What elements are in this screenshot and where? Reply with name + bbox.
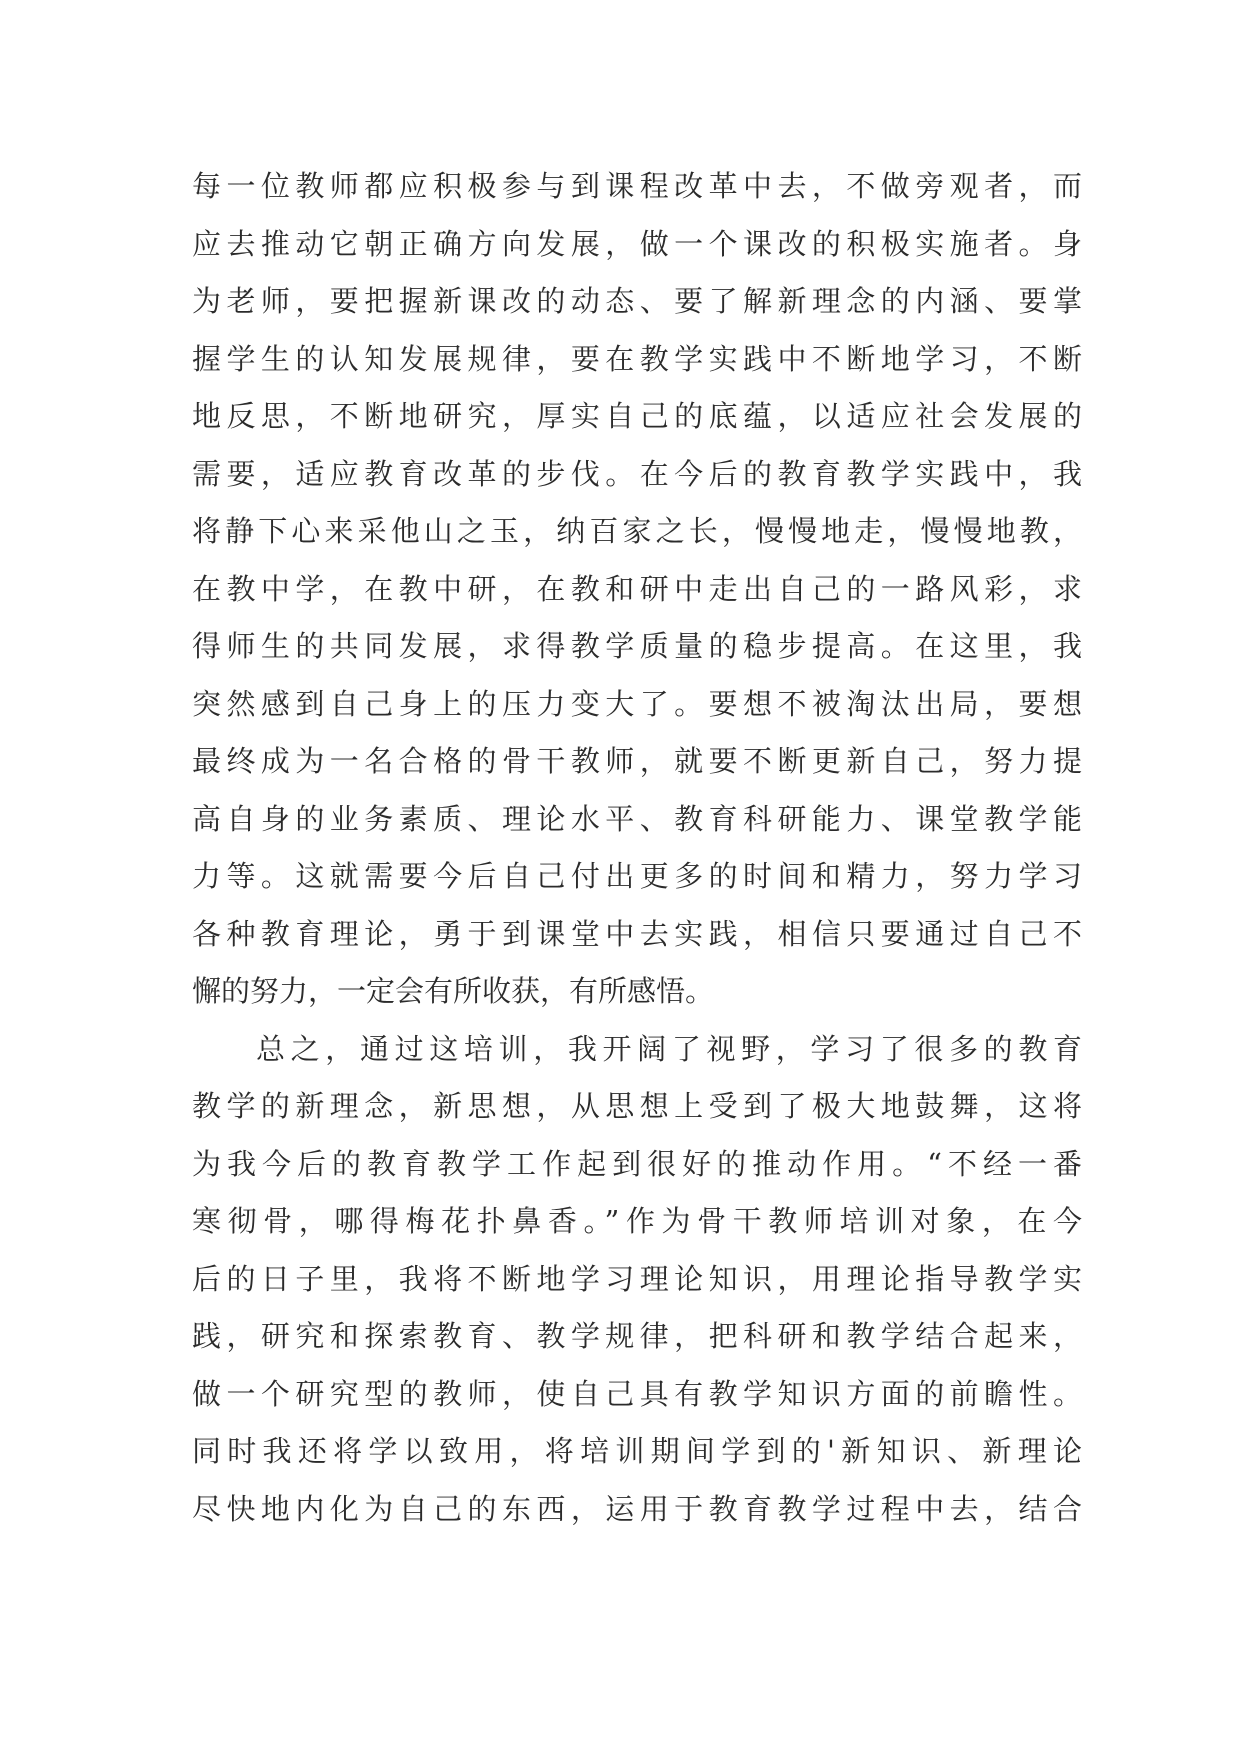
text-line: 在教中学，在教中研，在教和研中走出自己的一路风彩，求: [192, 571, 1082, 606]
paragraph-2: [192, 1021, 1082, 1539]
text-line: 得师生的共同发展，求得教学质量的稳步提高。在这里，我: [192, 629, 1082, 663]
text-line: 后的日子里，我将不断地学习理论知识，用理论指导教学实: [192, 1261, 1082, 1296]
text-line: 应去推动它朝正确方向发展，做一个课改的积极实施者。身: [192, 226, 1082, 261]
text-line: 高自身的业务素质、理论水平、教育科研能力、课堂教学能: [192, 801, 1082, 836]
text-line: 握学生的认知发展规律，要在教学实践中不断地学习，不断: [192, 341, 1082, 376]
text-line: 为我今后的教育教学工作起到很好的推动作用。“不经一番: [192, 1146, 1082, 1181]
text-line: 践，研究和探索教育、教学规律，把科研和教学结合起来，: [192, 1319, 1082, 1353]
text-line: 寒彻骨，哪得梅花扑鼻香。”作为骨干教师培训对象，在今: [192, 1204, 1082, 1238]
text-line: 最终成为一名合格的骨干教师，就要不断更新自己，努力提: [192, 744, 1082, 778]
text-line: 突然感到自己身上的压力变大了。要想不被淘汰出局，要想: [192, 686, 1082, 721]
text-line: 将静下心来采他山之玉，纳百家之长，慢慢地走，慢慢地教，: [192, 514, 1082, 548]
text-line: 做一个研究型的教师，使自己具有教学知识方面的前瞻性。: [192, 1376, 1082, 1411]
text-line: 总之，通过这培训，我开阔了视野，学习了很多的教育: [256, 1031, 1082, 1066]
text-line: 每一位教师都应积极参与到课程改革中去，不做旁观者，而: [192, 169, 1082, 203]
text-line: 地反思，不断地研究，厚实自己的底蕴，以适应社会发展的: [192, 399, 1082, 433]
text-line: 教学的新理念，新思想，从思想上受到了极大地鼓舞，这将: [192, 1089, 1082, 1123]
text-line: 尽快地内化为自己的东西，运用于教育教学过程中去，结合: [192, 1491, 1082, 1526]
text-line: 同时我还将学以致用，将培训期间学到的'新知识、新理论: [192, 1434, 1082, 1468]
text-line: 各种教育理论，勇于到课堂中去实践，相信只要通过自己不: [192, 916, 1082, 951]
paragraph-1: [192, 158, 1082, 1021]
text-line: 懈的努力，一定会有所收获，有所感悟。: [192, 974, 715, 1008]
text-line: 为老师，要把握新课改的动态、要了解新理念的内涵、要掌: [192, 284, 1082, 318]
text-line: 力等。这就需要今后自己付出更多的时间和精力，努力学习: [192, 859, 1082, 893]
body-text: [192, 158, 1082, 1538]
text-line: 需要，适应教育改革的步伐。在今后的教育教学实践中，我: [192, 456, 1082, 491]
